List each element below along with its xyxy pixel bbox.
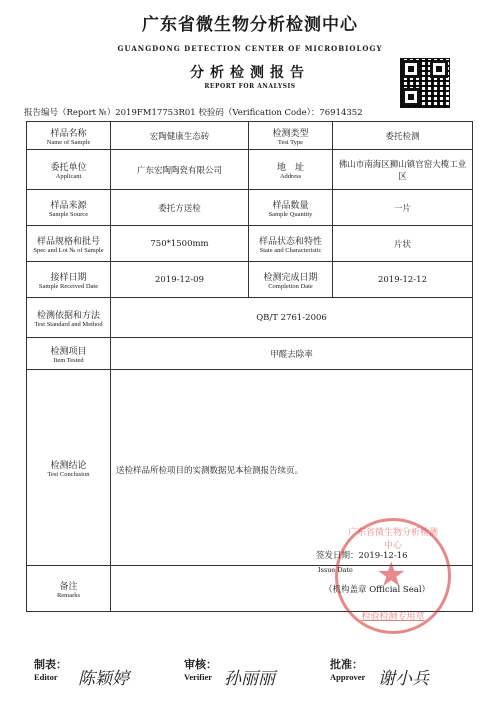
sample-name-label: 样品名称 Name of Sample	[27, 122, 111, 150]
approver-signature: 谢小兵	[378, 669, 429, 689]
editor-signature: 陈颖婷	[78, 669, 129, 689]
address-label: 地 址 Address	[249, 150, 333, 190]
sample-source-label: 样品来源 Sample Source	[27, 190, 111, 226]
official-seal	[335, 518, 451, 634]
seal-bottom-text: 检验检测专用章	[361, 612, 425, 622]
verifier-label: 审核： Verifier	[184, 658, 217, 682]
report-title-cn: 分析检测报告	[190, 65, 310, 81]
test-type-label: 检测类型 Test Type	[249, 122, 333, 150]
editor-label: 制表： Editor	[34, 658, 67, 682]
item-tested-value: 甲醛去除率	[111, 338, 473, 370]
sample-quantity-label: 样品数量 Sample Quantity	[249, 190, 333, 226]
org-name-en: GUANGDONG DETECTION CENTER OF MICROBIOLOGY	[117, 44, 383, 53]
address-value: 佛山市南海区狮山镇官窑大榄工业区	[333, 150, 473, 190]
sample-source-value: 委托方送检	[111, 190, 249, 226]
applicant-value: 广东宏陶陶瓷有限公司	[111, 150, 249, 190]
item-tested-label: 检测项目 Item Tested	[27, 338, 111, 370]
seal-arc-text: 广东省微生物分析检测中心	[347, 528, 438, 551]
sample-name-value: 宏陶健康生态砖	[111, 122, 249, 150]
verifier-signature: 孙丽丽	[224, 669, 275, 689]
report-title-en: REPORT FOR ANALYSIS	[204, 83, 296, 90]
test-standard-label: 检测依据和方法 Test Standard and Method	[27, 298, 111, 338]
test-type-value: 委托检测	[333, 122, 473, 150]
applicant-label: 委托单位 Applicant	[27, 150, 111, 190]
seal-star-icon: ★	[376, 555, 407, 595]
state-value: 片状	[333, 226, 473, 262]
seal-note: （机构盖章 Official Seal）	[324, 585, 431, 595]
received-date-label: 接样日期 Sample Received Date	[27, 262, 111, 298]
completion-date-label: 检测完成日期 Completion Date	[249, 262, 333, 298]
org-name-cn: 广东省微生物分析检测中心	[142, 15, 358, 35]
conclusion-label: 检测结论 Test Conclusion	[27, 370, 111, 566]
report-number-line: 报告编号（Report №）2019FM17753R01 校验码（Verification Code）：76914352	[24, 108, 363, 118]
completion-date-value: 2019-12-12	[333, 262, 473, 298]
issue-date: 签发日期：2019-12-16	[316, 551, 408, 561]
state-label: 样品状态和特性 State and Characteristic	[249, 226, 333, 262]
received-date-value: 2019-12-09	[111, 262, 249, 298]
approver-label: 批准： Approver	[330, 658, 366, 682]
spec-value: 750*1500mm	[111, 226, 249, 262]
issue-date-en: Issue Date	[318, 566, 353, 574]
spec-label: 样品规格和批号 Spec and Lot № of Sample	[27, 226, 111, 262]
sample-quantity-value: 一片	[333, 190, 473, 226]
remarks-label: 备注 Remarks	[27, 566, 111, 612]
test-standard-value: QB/T 2761-2006	[111, 298, 473, 338]
qr-code-icon	[400, 58, 450, 108]
conclusion-text: 送检样品所检项目的实测数据见本检测报告续页。	[116, 466, 304, 476]
